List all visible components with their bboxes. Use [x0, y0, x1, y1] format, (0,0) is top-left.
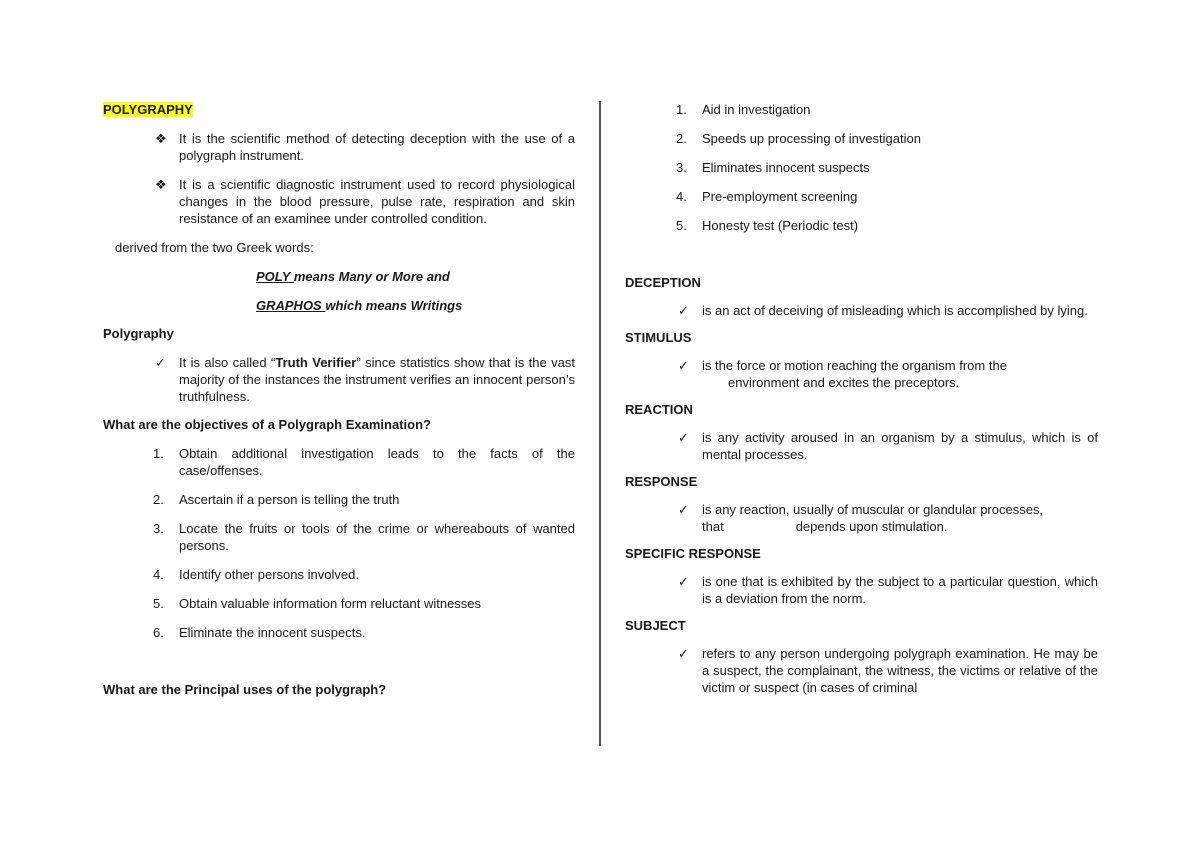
item-number: 1. — [676, 102, 687, 117]
graphos-rest: which means Writings — [325, 298, 463, 313]
item-number: 6. — [153, 625, 164, 640]
derived-text: derived from the two Greek words: — [115, 240, 314, 255]
item-text: Ascertain if a person is telling the truth — [179, 492, 400, 507]
term-specific-response: SPECIFIC RESPONSE — [625, 546, 761, 561]
item-text: Locate the fruits or tools of the crime or whereabouts of wanted persons. — [179, 521, 575, 553]
item-number: 5. — [153, 596, 164, 611]
definition-line — [625, 518, 1098, 535]
sub-heading: Polygraphy — [103, 326, 174, 341]
check-icon: ✓ — [678, 430, 689, 445]
poly-rest: means Many or More and — [293, 269, 450, 284]
term-stimulus: STIMULUS — [625, 330, 692, 345]
definition-deception — [625, 302, 1098, 319]
term-subject: SUBJECT — [625, 618, 686, 633]
term-response: RESPONSE — [625, 474, 698, 489]
definition-text: refers to any person undergoing polygraph examination. He may be a suspect, the complainant, the witness, the victims or relative of the victim or suspect (in cases of criminal — [702, 646, 1098, 695]
uses-list — [625, 101, 1098, 234]
list-item — [103, 445, 575, 479]
list-item — [625, 130, 1098, 147]
definition-text: is the force or motion reaching the organism from the — [702, 358, 1007, 373]
item-text: Eliminates innocent suspects — [702, 160, 870, 175]
check-icon: ✓ — [155, 355, 166, 370]
uses-heading: What are the Principal uses of the polygraph? — [103, 682, 387, 697]
definition-text: environment and excites the preceptors. — [728, 375, 960, 390]
definition-text: is any activity aroused in an organism by a stimulus, which is of mental processes. — [702, 430, 1098, 462]
verifier-bullet — [103, 354, 575, 405]
right-column — [625, 101, 1098, 696]
definition-text: is any reaction, usually of muscular or glandular processes, — [702, 502, 1044, 517]
definition-line — [625, 357, 1098, 374]
left-column — [103, 101, 575, 699]
definition-reaction — [625, 429, 1098, 463]
diamond-bullet-icon: ❖ — [155, 131, 167, 146]
definition-text: is one that is exhibited by the subject to a particular question, which is a deviation from the norm. — [702, 574, 1098, 606]
definition-response — [625, 501, 1098, 535]
item-text: Aid in investigation — [702, 102, 811, 117]
graphos-word: GRAPHOS — [256, 298, 326, 313]
check-icon: ✓ — [678, 574, 689, 589]
definition-text: is an act of deceiving of misleading which is accomplished by lying. — [702, 303, 1088, 318]
check-icon: ✓ — [678, 303, 689, 318]
definition-text: depends upon stimulation. — [795, 519, 948, 534]
list-item — [625, 101, 1098, 118]
item-number: 3. — [153, 521, 164, 536]
item-number: 5. — [676, 218, 687, 233]
list-item — [625, 217, 1098, 234]
column-divider — [599, 101, 601, 746]
bullet-text: It is the scientific method of detecting deception with the use of a polygraph instrument. — [179, 131, 575, 163]
item-text: Identify other persons involved. — [179, 567, 359, 582]
definition-specific-response — [625, 573, 1098, 607]
list-item — [103, 520, 575, 554]
item-number: 4. — [153, 567, 164, 582]
objectives-list — [103, 445, 575, 641]
item-number: 4. — [676, 189, 687, 204]
item-number: 3. — [676, 160, 687, 175]
objectives-heading: What are the objectives of a Polygraph Examination? — [103, 417, 431, 432]
list-item — [625, 159, 1098, 176]
diamond-bullet-icon: ❖ — [155, 177, 167, 192]
definition-line — [625, 374, 1098, 391]
poly-word: POLY — [256, 269, 294, 284]
definition-stimulus — [625, 357, 1098, 391]
item-text: Eliminate the innocent suspects. — [179, 625, 366, 640]
title-highlight: POLYGRAPHY — [103, 102, 193, 117]
term-reaction: REACTION — [625, 402, 693, 417]
check-icon: ✓ — [678, 358, 689, 373]
item-number: 2. — [153, 492, 164, 507]
verifier-after: ” since statistics show that is the vast majority of the instances the instrument verifies an innocent person’s truthfulness. — [179, 355, 575, 404]
list-item — [103, 491, 575, 508]
definition-line — [625, 501, 1098, 518]
verifier-bold: Truth Verifier — [275, 355, 357, 370]
list-item — [103, 624, 575, 641]
item-number: 2. — [676, 131, 687, 146]
list-item — [625, 188, 1098, 205]
item-text: Obtain valuable information form reluctant witnesses — [179, 596, 482, 611]
verifier-before: It is also called “ — [179, 355, 276, 370]
term-deception: DECEPTION — [625, 275, 701, 290]
definition-text: that — [702, 519, 724, 534]
section-title — [103, 101, 575, 119]
definition-subject — [625, 645, 1098, 696]
list-item — [103, 595, 575, 612]
item-text: Pre-employment screening — [702, 189, 858, 204]
graphos-meaning — [256, 297, 575, 314]
item-text: Speeds up processing of investigation — [702, 131, 921, 146]
item-number: 1. — [153, 446, 164, 461]
item-text: Obtain additional investigation leads to the facts of the case/offenses. — [179, 446, 575, 478]
definition-bullet — [103, 176, 575, 227]
check-icon: ✓ — [678, 646, 689, 661]
poly-meaning — [256, 268, 575, 285]
check-icon: ✓ — [678, 502, 689, 517]
bullet-text: It is a scientific diagnostic instrument used to record physiological changes in the blood pressure, pulse rate, respiration and skin resistance of an examinee under controlled condition. — [179, 177, 575, 226]
item-text: Honesty test (Periodic test) — [702, 218, 859, 233]
definition-bullet — [103, 130, 575, 164]
list-item — [103, 566, 575, 583]
